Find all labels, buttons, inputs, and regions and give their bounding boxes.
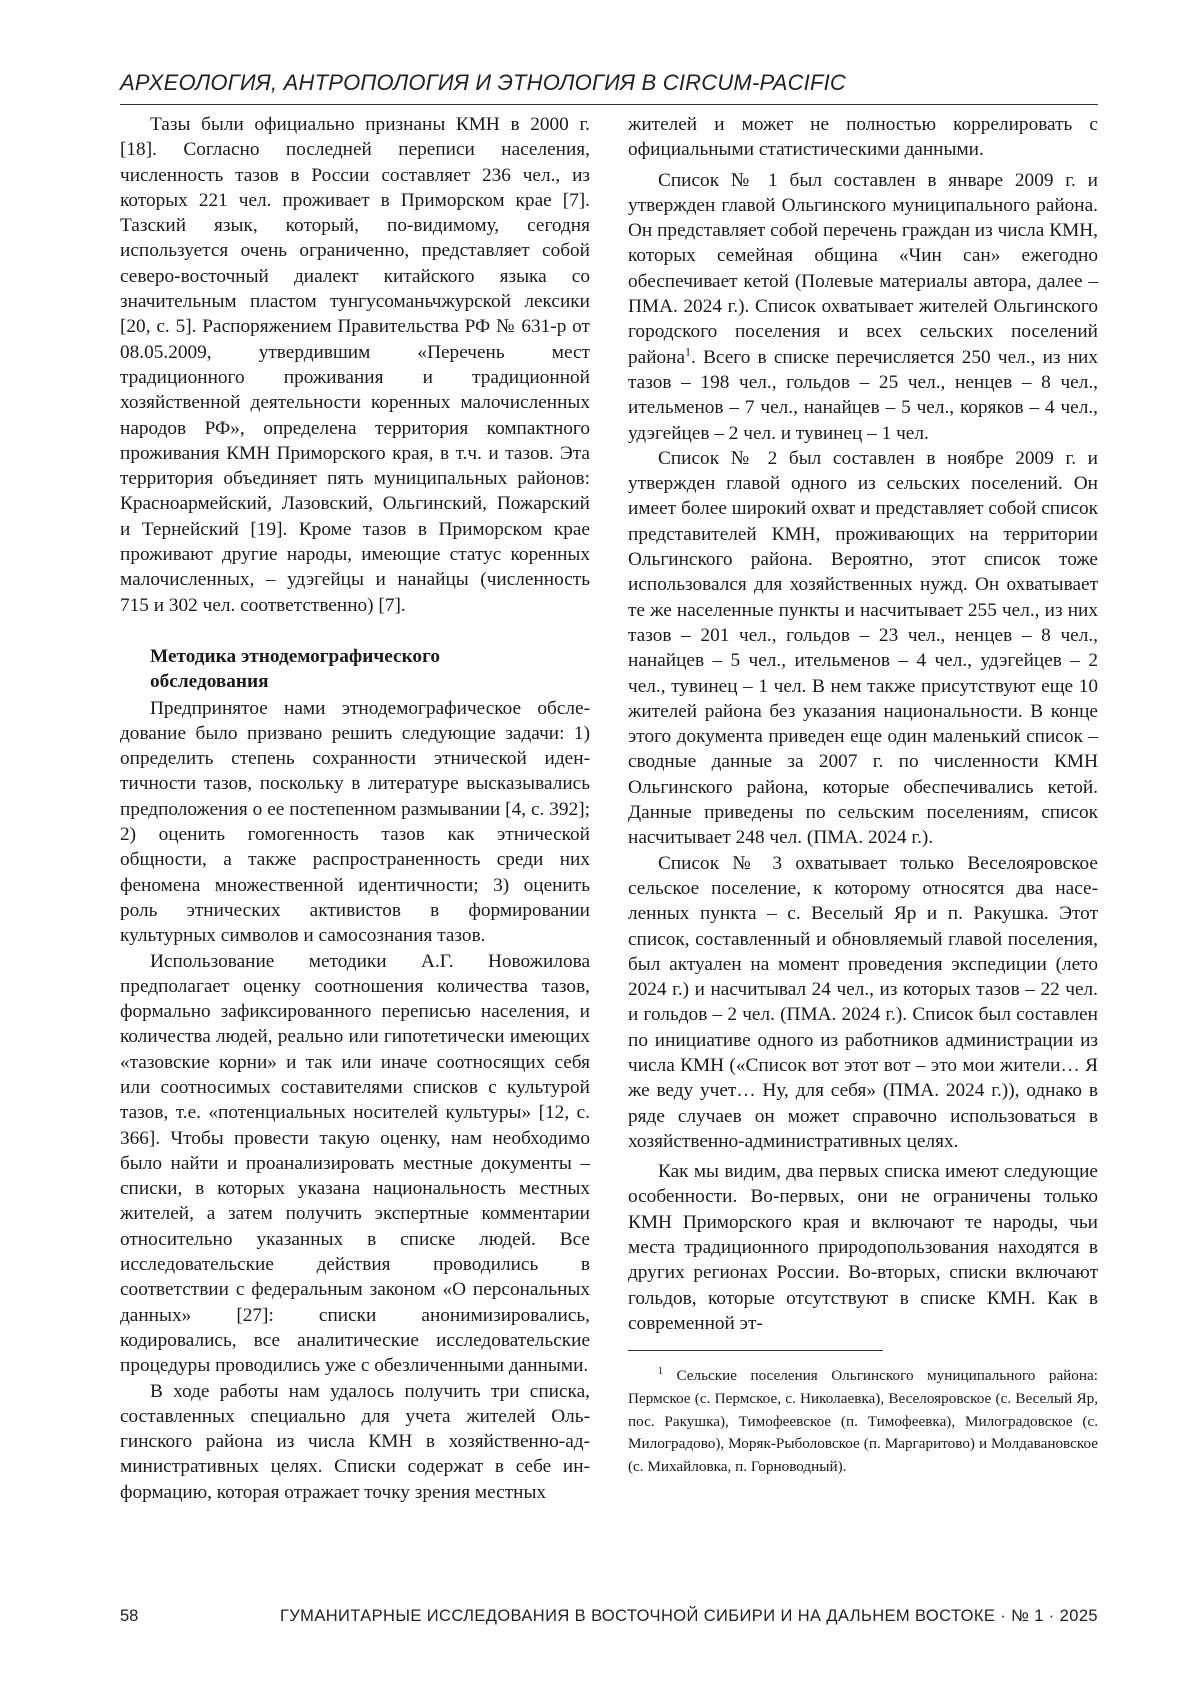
page-footer <box>120 1607 1098 1626</box>
footnote-text: Сельские поселения Ольгинского муниципального района: Пермское (с. Пермское, с. Николаевка), Веселояровское (с. Веселый Яр, пос. Ракушка), Тимофеевское (п. Тимофеевка), Милоградовское (с. Милоградово), Моряк-Рыболовское (п. Маргаритово) и Молдавановское (с. Михайловка, п. Горноводный). <box>628 1367 1098 1476</box>
right-column <box>628 112 1098 1479</box>
paragraph <box>628 168 1098 446</box>
paragraph-text: . Всего в списке перечисляется 250 чел., из них тазов – 198 чел., гольдов – 25 чел., ненцев – 8 чел., ительменов – 7 чел., нанайцев – 5 чел., коряков – 4 чел., удэгейцев – 2 чел. и тувинец – 1 чел. <box>628 346 1098 444</box>
section-heading-line: обследования <box>150 671 269 693</box>
paragraph: Список № 3 охватывает только Веселояровское сельское поселение, к которому относятся два населенных пункта – с. Веселый Яр и п. Ракушка. Этот список, составленный и обновляемый главой поселения, был актуален на момент проведения экспедиции (лето 2024 г.) и насчитывал 24 чел., из которых тазов – 22 чел. и гольдов – 2 чел. (ПМА. 2024 г.). Список был составлен по инициативе одного из работников администрации из числа КМН («Список вот этот вот – это мои жители… Я же веду учет… Ну, для себя» (ПМА. 2024 г.)), однако в ряде случаев он может справочно использоваться в хозяйственно-административных целях. <box>628 852 1098 1152</box>
footnote <box>628 1361 1098 1479</box>
paragraph-text: Список № 1 был составлен в январе 2009 г. и утвержден главой Ольгинского муниципального района. Он представляет собой перечень граждан из числа КМН, которых семейная община «Чин сан» ежегодно обеспечивает кетой (Полевые материалы автора, далее – ПМА. 2024 г.). Список охватывает жителей Ольгинского городского поселения и всех сельских поселений района <box>628 169 1098 368</box>
section-heading <box>150 644 590 695</box>
footnote-marker: 1 <box>658 1366 663 1378</box>
header-rule <box>120 104 1098 105</box>
paragraph: Как мы видим, два первых списка имеют следующие особенности. Во-первых, они не ограничены только КМН Приморского края и включают те народы, чьи места традиционного природопользования находятся в других регионах России. Во-вторых, списки включают гольдов, которые отсутствуют в списке КМН. Как в современной эт- <box>628 1161 1098 1334</box>
footnote-reference[interactable]: 1 <box>685 344 692 359</box>
paragraph: Предпринятое нами этнодемографическое обследование было призвано решить следующие задачи: 1) определить степень сохранности этнической идентичности тазов, поскольку в литературе высказывались предположения о ее постепенном размывании [4, с. 392]; 2) оценить гомогенность тазов как этнической общности, а также распространенность среди них феномена множественной идентичности; 3) оценить роль этнических активистов в формировании культурных символов и самосознания тазов. <box>120 697 590 947</box>
page-number: 58 <box>120 1607 139 1625</box>
left-column <box>120 112 590 1505</box>
footnote-rule <box>628 1350 883 1351</box>
section-heading-line: Методика этнодемографического <box>150 645 440 667</box>
paragraph: В ходе работы нам удалось получить три списка, составленных специально для учета жителей Ольгинского района из числа КМН в хозяйственно-административных целях. Списки содержат в себе информацию, которая отражает точку зрения местных <box>120 1380 590 1503</box>
journal-title: ГУМАНИТАРНЫЕ ИССЛЕДОВАНИЯ В ВОСТОЧНОЙ СИБИРИ И НА ДАЛЬНЕМ ВОСТОКЕ · № 1 · 2025 <box>279 1607 1098 1625</box>
paragraph: Тазы были официально признаны КМН в 2000 г. [18]. Согласно последней переписи населения, численность тазов в России составляет 236 чел., из которых 221 чел. проживает в Приморском крае [7]. Тазский язык, который, по-видимому, сегодня используется очень ограниченно, представляет собой северо-восточный диалект китайского языка со значительным пластом тунгусоманьчжурской лексики [20, с. 5]. Распоряжением Правительства РФ № 631-р от 08.05.2009, утвердившим «Перечень мест традиционного проживания и традиционной хозяйственной деятельности коренных малочисленных народов РФ», определена территория компактного проживания КМН Приморского края, в т.ч. и тазов. Эта территория объединяет пять муниципальных районов: Красноармейский, Лазовский, Ольгинский, Пожарский и Тернейский [19]. Кроме тазов в Приморском крае проживают другие народы, имеющие статус коренных малочисленных, – удэгейцы и нанайцы (численность 715 и 302 чел. соответственно) [7]. <box>120 114 590 616</box>
paragraph-continuation: жителей и может не полностью коррелировать с официальными статистическими данными. <box>628 114 1098 161</box>
paragraph: Использование методики А.Г. Новожилова предполагает оценку соотношения количества тазов, формально зафиксированного переписью населения, и количества людей, реально или гипотетически имеющих «тазовские корни» и так или иначе соотносящих себя или соотносимых составителями списков с культурой тазов, т.е. «потенциальных носителей культуры» [12, с. 366]. Чтобы провести такую оценку, нам необходимо было найти и проанализировать местные документы – списки, в которых указана национальность местных жителей, а затем получить экспертные комментарии относительно указанных в списке людей. Все исследовательские действия проводились в соответствии с федеральным законом «О персональных данных» [27]: списки анонимизировались, кодировались, все аналитические исследовательские процедуры проводились уже с обезличенными данными. <box>120 950 590 1377</box>
running-header-title: АРХЕОЛОГИЯ, АНТРОПОЛОГИЯ И ЭТНОЛОГИЯ В CIRCUM-PACIFIC <box>120 70 847 95</box>
paragraph: Список № 2 был составлен в ноябре 2009 г. и утвержден главой одного из сельских поселений. Он имеет более широкий охват и представляет собой список представителей КМН, проживающих на территории Ольгинского района. Вероятно, этот список тоже использовался для хозяйственных нужд. Он охватывает те же населенные пункты и насчитывает 255 чел., из них тазов – 201 чел., гольдов – 23 чел., ненцев – 8 чел., нанайцев – 5 чел., ительменов – 4 чел., удэгейцев – 2 чел., тувинец – 1 чел. В нем также присутствуют еще 10 жителей района без указания национальности. В конце этого документа приведен еще один маленький список – сводные данные за 2007 г. по численности КМН Ольгинского района, которые обеспечивались кетой. Данные приведены по сельским поселениям, список насчитывает 248 чел. (ПМА. 2024 г.). <box>628 447 1098 849</box>
